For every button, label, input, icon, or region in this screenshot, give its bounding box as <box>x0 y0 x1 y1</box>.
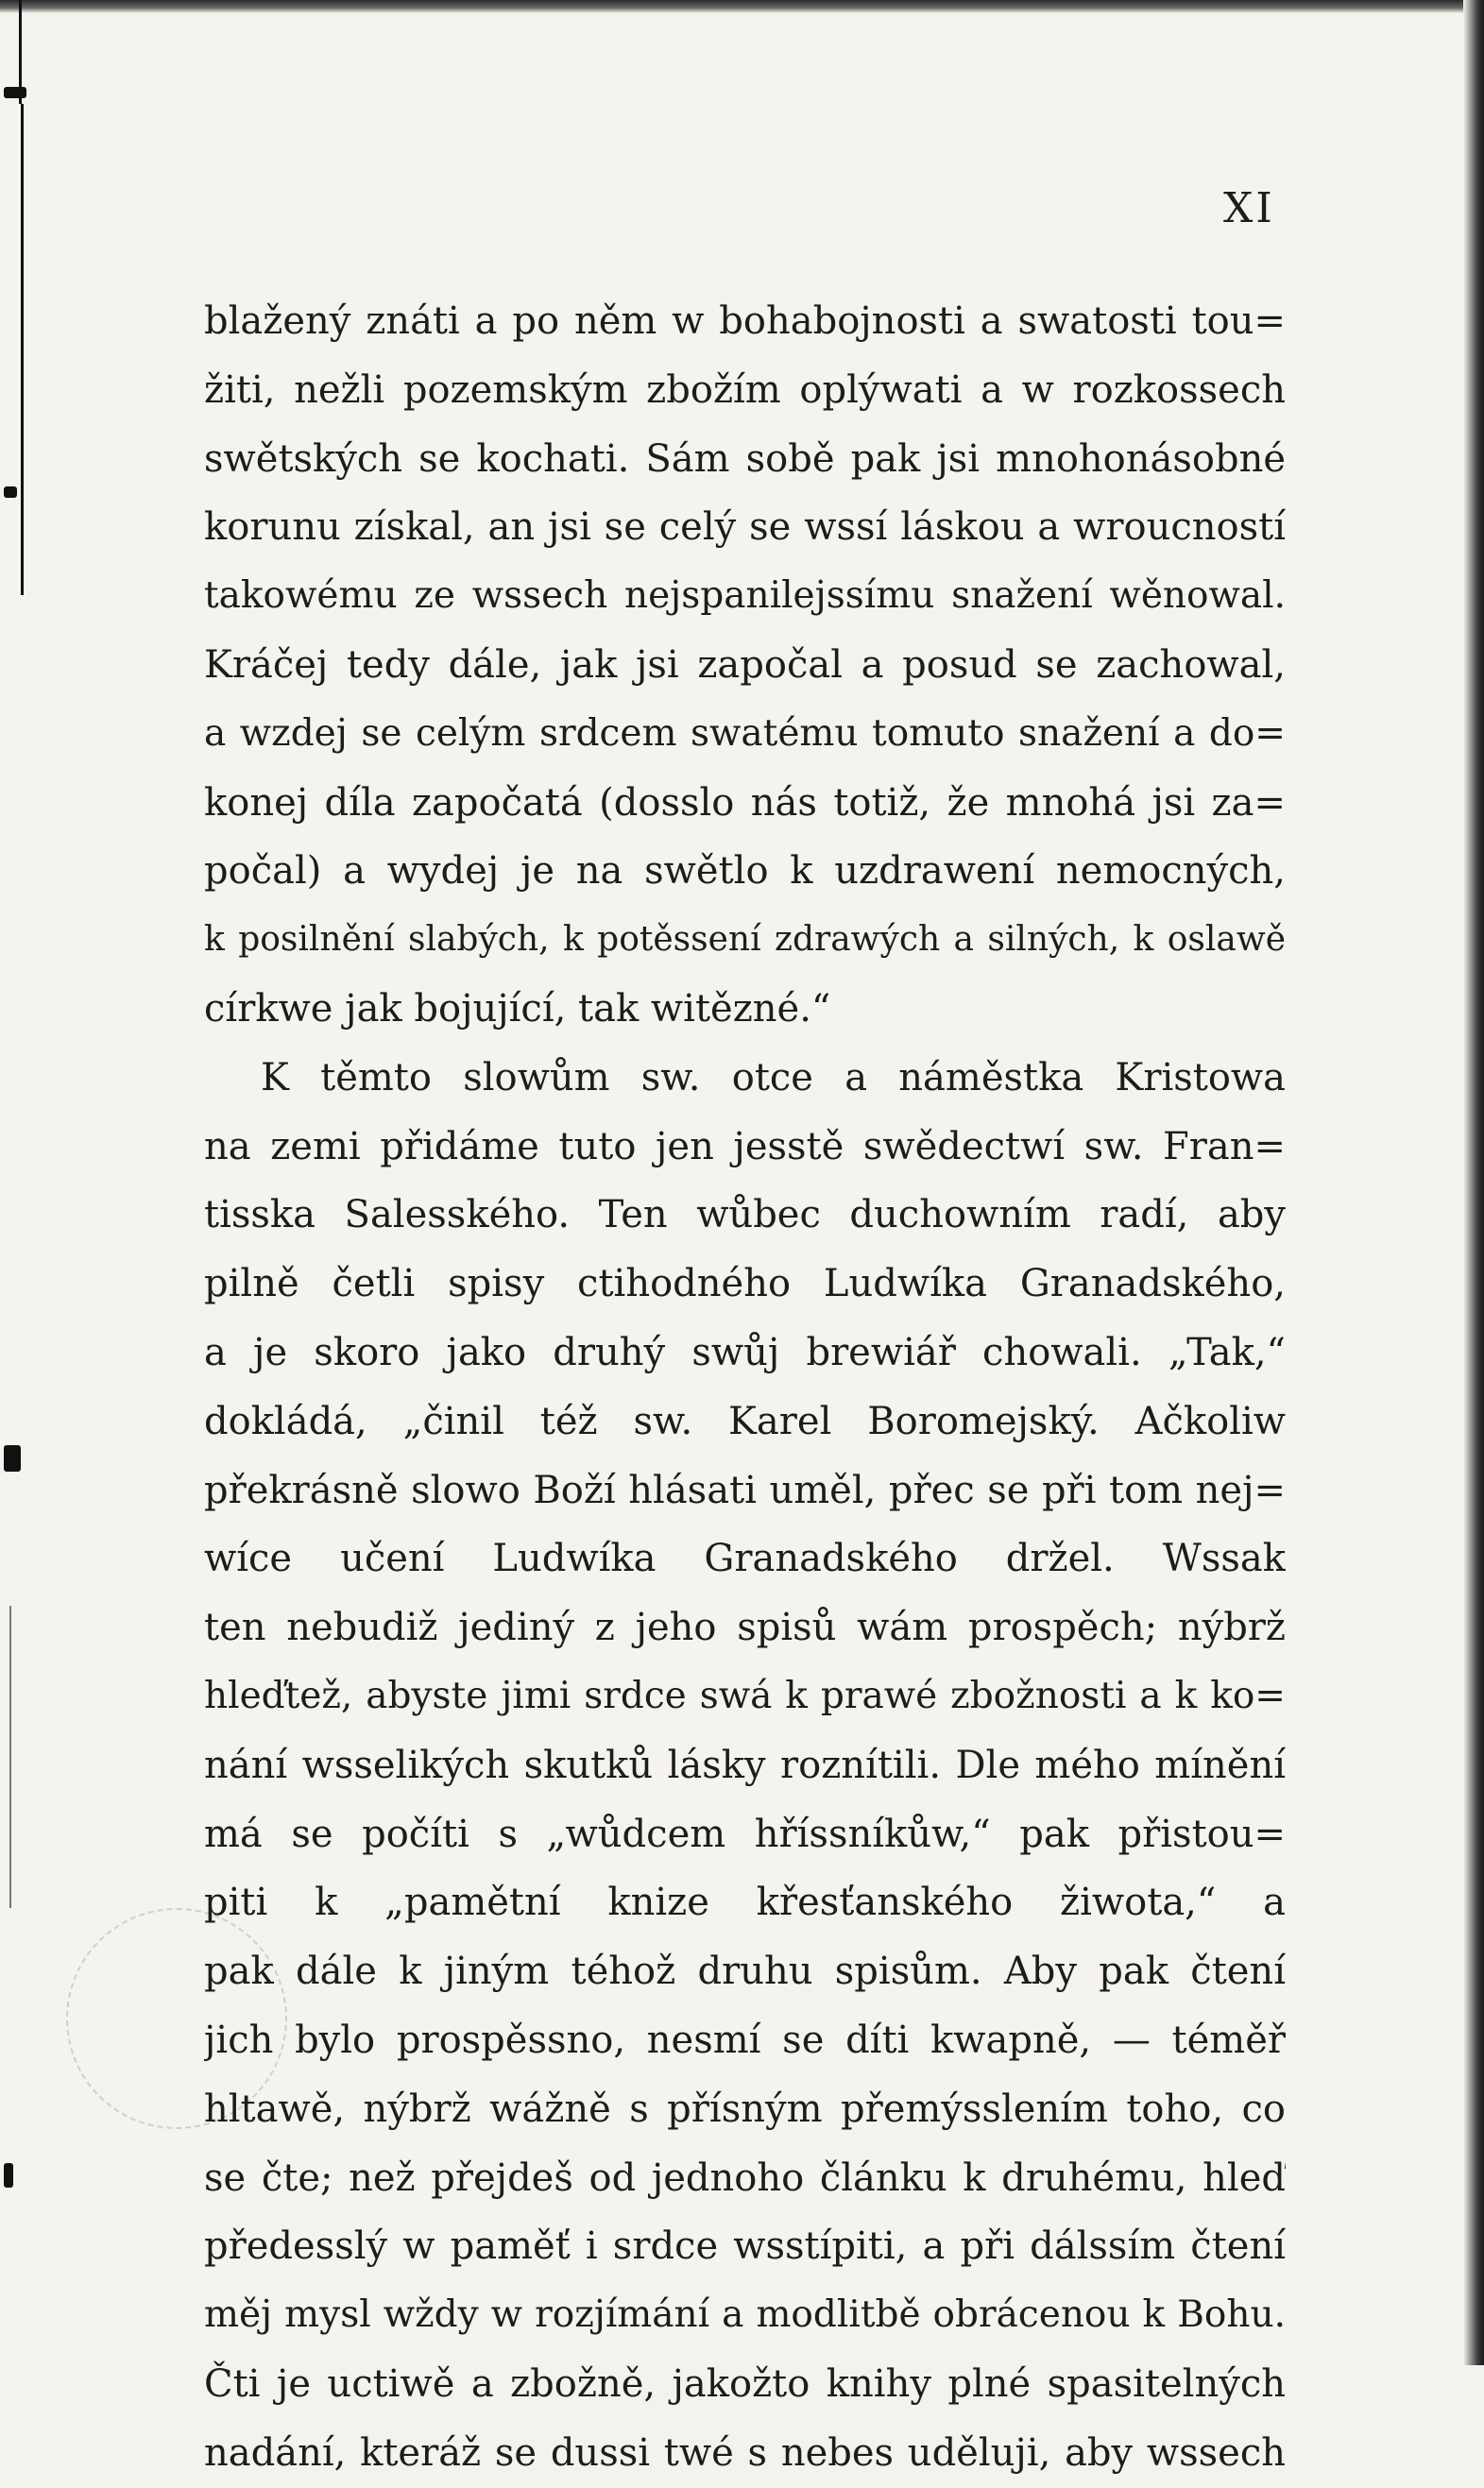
text-line: konej díla započatá (dosslo nás totiž, že mnohá jsi za= <box>204 780 1286 825</box>
text-line: a wzdej se celým srdcem swatému tomuto snažení a do= <box>204 711 1286 755</box>
text-line: jich bylo prospěssno, nesmí se díti kwapně, — téměř <box>204 2018 1286 2062</box>
text-line: pak dále k jiným téhož druhu spisům. Aby pak čtení <box>204 1950 1286 1994</box>
binding-line <box>21 104 24 595</box>
text-line: žiti, nežli pozemským zbožím oplýwati a w rozkossech <box>204 367 1286 412</box>
text-line: se čte; než přejdeš od jednoho článku k druhému, hleď <box>204 2156 1286 2200</box>
text-line: Čti je uctiwě a zbožně, jakožto knihy plné spasitelných <box>204 2361 1286 2406</box>
body-text <box>204 287 1286 2488</box>
page-number: XI <box>1223 184 1275 232</box>
text-line: k posilnění slabých, k potěssení zdrawých a silných, k oslawě <box>204 920 1286 960</box>
text-line: na zemi přidáme tuto jen jesstě swědectwí sw. Fran= <box>204 1124 1286 1168</box>
binding-mark <box>4 87 26 98</box>
page-right-edge <box>1463 0 1484 2365</box>
text-line: počal) a wydej je na swětlo k uzdrawení nemocných, <box>204 849 1286 894</box>
text-line: předesslý w paměť i srdce wsstípiti, a při dálssím čtení <box>204 2224 1286 2269</box>
binding-mark <box>4 486 17 498</box>
text-line: Kráčej tedy dále, jak jsi započal a posud se zachowal, <box>204 642 1286 687</box>
text-line: a je skoro jako druhý swůj brewiář chowali. „Tak,“ <box>204 1330 1286 1374</box>
text-line: hleďtež, abyste jimi srdce swá k prawé zbožnosti a k ko= <box>204 1674 1286 1717</box>
text-line: wíce učení Ludwíka Granadského držel. Wssak <box>204 1537 1286 1581</box>
text-line: korunu získal, an jsi se celý se wssí láskou a wroucností <box>204 505 1286 550</box>
binding-edge <box>0 0 28 2365</box>
text-line: pilně četli spisy ctihodného Ludwíka Granadského, <box>204 1262 1286 1306</box>
text-line: piti k „pamětní knize křesťanského žiwota,“ a <box>204 1881 1286 1925</box>
binding-mark <box>4 2163 13 2188</box>
text-line: dokládá, „činil též sw. Karel Boromejský. Ačkoliw <box>204 1399 1286 1443</box>
text-line: má se počíti s „wůdcem hříssníkůw,“ pak přistou= <box>204 1812 1286 1856</box>
text-line: církwe jak bojující, tak witězné.“ <box>204 986 831 1031</box>
text-line: tisska Salesského. Ten wůbec duchowním radí, aby <box>204 1193 1286 1237</box>
text-line: překrásně slowo Boží hlásati uměl, přec se při tom nej= <box>204 1468 1286 1512</box>
text-line: takowému ze wssech nejspanilejssímu snažení wěnowal. <box>204 574 1286 618</box>
text-line: blažený znáti a po něm w bohabojnosti a swatosti tou= <box>204 299 1286 343</box>
text-line: nání wsselikých skutků lásky roznítili. Dle mého mínění <box>204 1743 1286 1787</box>
text-line: ten nebudiž jediný z jeho spisů wám prospěch; nýbrž <box>204 1606 1286 1650</box>
binding-mark <box>4 1445 21 1472</box>
page-top-edge <box>0 0 1484 13</box>
binding-line <box>9 1606 11 1908</box>
text-line: K těmto slowům sw. otce a náměstka Kristowa <box>261 1055 1286 1099</box>
text-line: měj mysl wždy w rozjímání a modlitbě obrácenou k Bohu. <box>204 2293 1286 2337</box>
text-line: hltawě, nýbrž wážně s přísným přemýsslením toho, co <box>204 2087 1286 2131</box>
text-line: nadání, kteráž se dussi twé s nebes uděluji, aby wssech <box>204 2430 1286 2475</box>
text-line: swětských se kochati. Sám sobě pak jsi mnohonásobné <box>204 436 1286 481</box>
